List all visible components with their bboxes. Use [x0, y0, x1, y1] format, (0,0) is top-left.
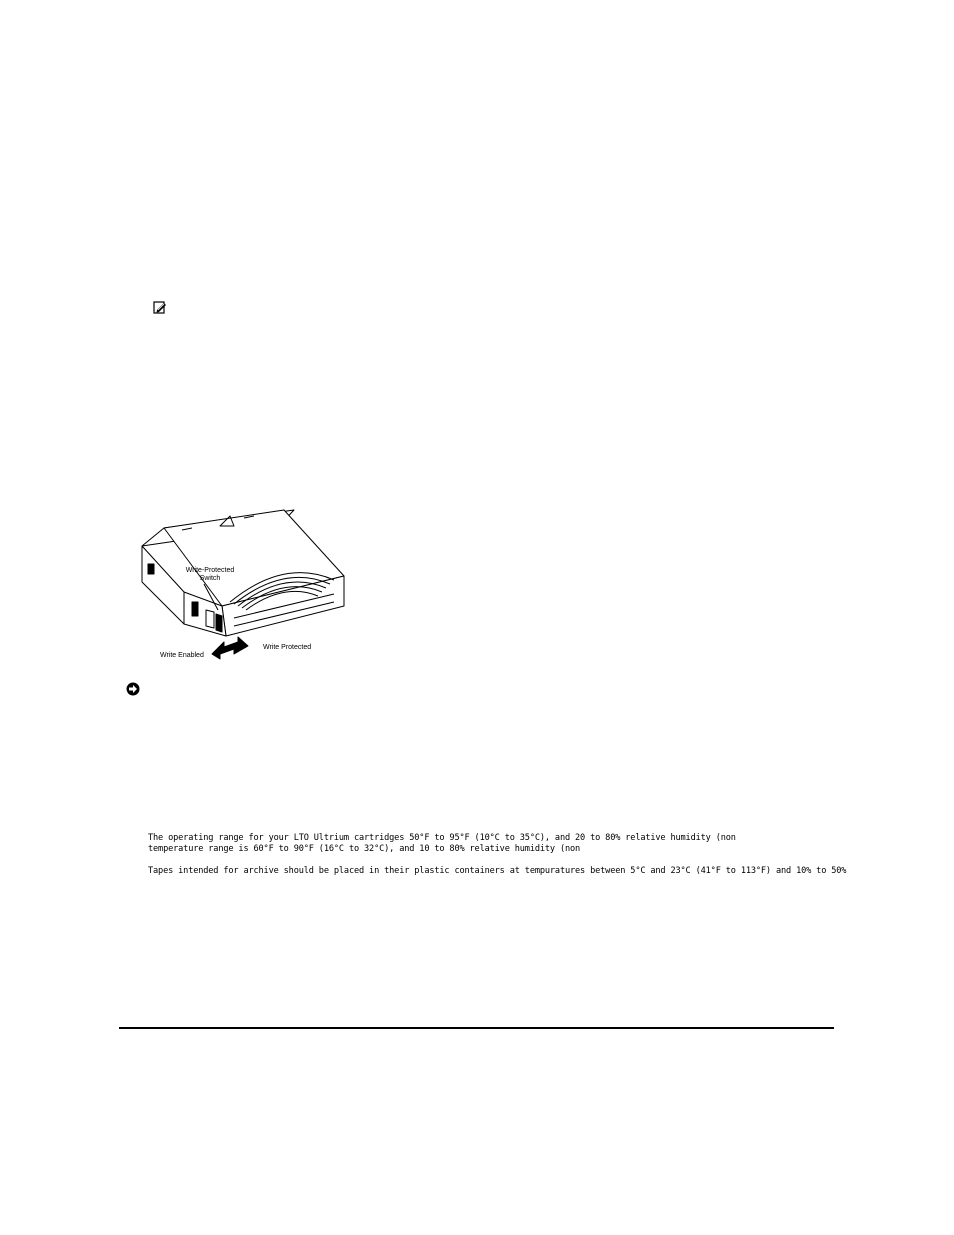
switch-label: Write-Protected Switch: [185, 567, 235, 582]
horizontal-rule: [119, 1027, 834, 1029]
write-enabled-label: Write Enabled: [160, 652, 204, 659]
archive-text: Tapes intended for archive should be placed in their plastic containers at tempuratures between 5°C and 23°C (41°F to 113°F) and 10% to 50%: [148, 866, 847, 876]
storage-range-text: temperature range is 60°F to 90°F (16°C to 32°C), and 10 to 80% relative humidity (non: [148, 844, 581, 854]
notice-arrow-icon: [126, 682, 140, 696]
write-protected-label: Write Protected: [263, 644, 312, 651]
cartridge-drawing: [134, 506, 366, 668]
pencil-note-icon: [153, 300, 167, 314]
operating-range-text: The operating range for your LTO Ultrium cartridges 50°F to 95°F (10°C to 35°C), and 20 to 80% relative humidity (non: [148, 833, 736, 843]
cartridge-figure: [134, 506, 366, 668]
